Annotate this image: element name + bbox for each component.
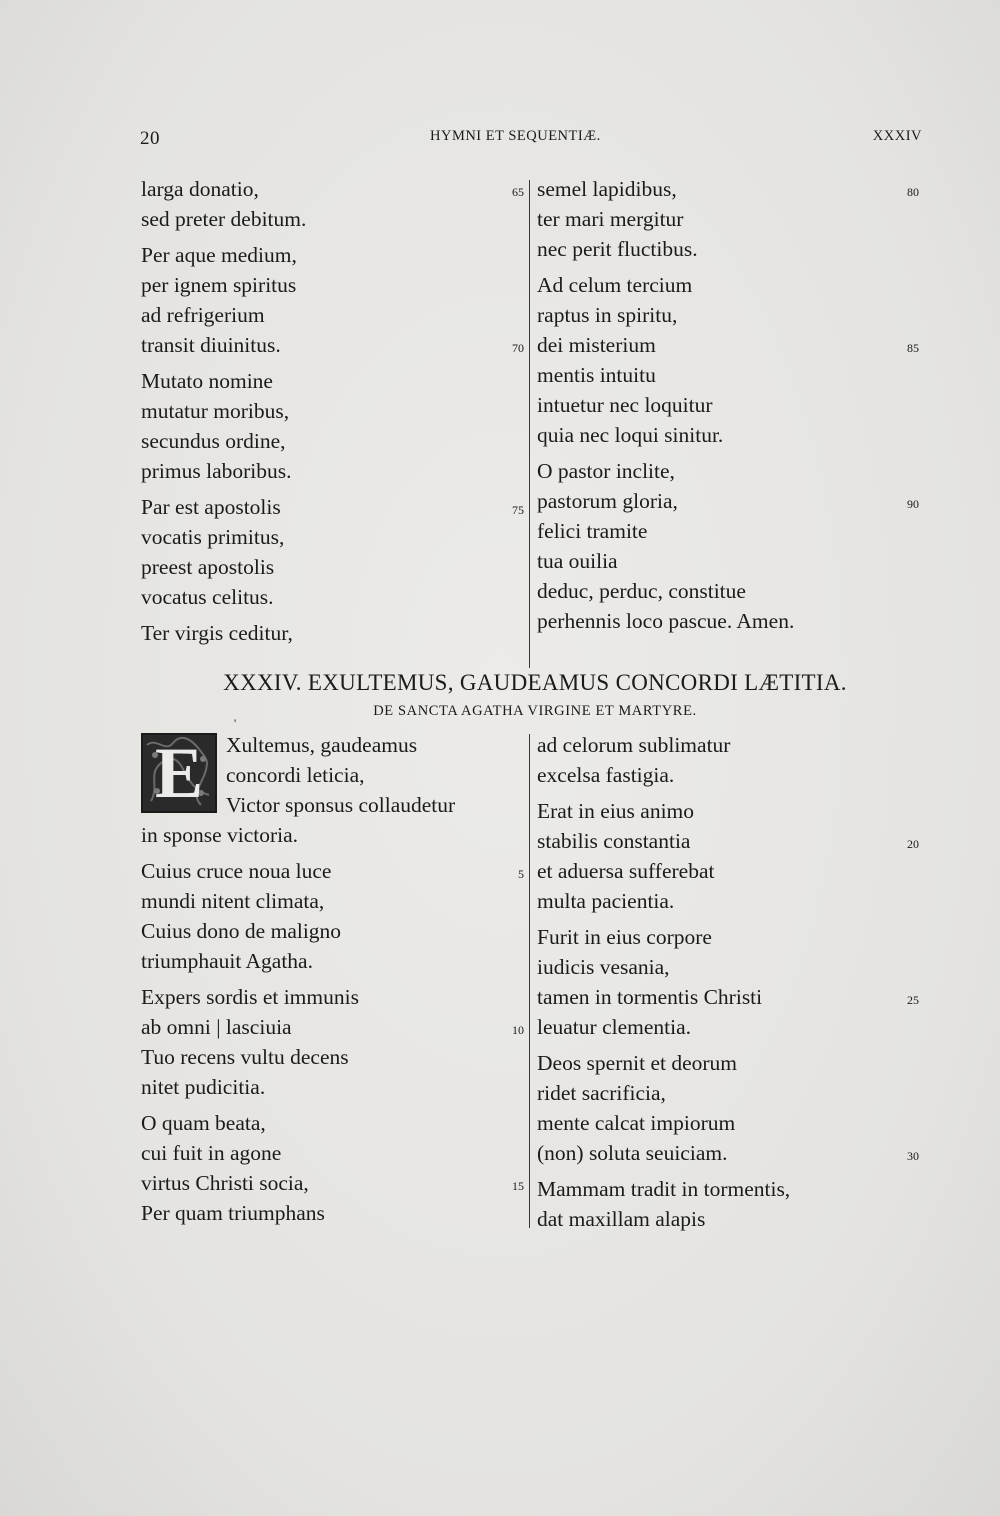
verse-line — [537, 1108, 927, 1138]
verse-line — [537, 1174, 927, 1204]
verse-line — [537, 1138, 927, 1168]
line-number: 65 — [512, 185, 524, 199]
line-number: 70 — [512, 341, 524, 355]
verse-text: ad refrigerium — [141, 303, 265, 327]
bottom-left-column — [141, 730, 526, 1234]
verse-line — [537, 952, 927, 982]
verse-text: leuatur clementia. — [537, 1015, 692, 1039]
verse-text: iudicis vesania, — [537, 955, 670, 979]
stanza — [141, 1108, 526, 1228]
verse-line — [141, 204, 526, 234]
verse-line — [141, 1072, 526, 1102]
column-divider-top — [529, 180, 530, 668]
verse-line — [537, 420, 927, 450]
verse-text: ter mari mergitur — [537, 207, 684, 231]
top-right-column — [537, 174, 927, 642]
verse-line — [537, 1012, 927, 1042]
stanza — [537, 922, 927, 1042]
verse-text: Tuo recens vultu decens — [141, 1045, 349, 1069]
stanza — [141, 618, 526, 648]
verse-text: larga donatio, — [141, 177, 259, 201]
verse-line — [141, 856, 526, 886]
line-number: 85 — [907, 341, 919, 355]
verse-text: virtus Christi socia, — [141, 1171, 309, 1195]
verse-text: intuetur nec loquitur — [537, 393, 713, 417]
verse-line — [141, 492, 526, 522]
verse-line — [537, 982, 927, 1012]
verse-text: per ignem spiritus — [141, 273, 297, 297]
verse-text: mutatur moribus, — [141, 399, 290, 423]
verse-text: Mutato nomine — [141, 369, 273, 393]
verse-text: Per quam triumphans — [141, 1201, 325, 1225]
verse-line — [141, 1012, 526, 1042]
verse-line — [141, 820, 526, 850]
verse-text: transit diuinitus. — [141, 333, 281, 357]
stanza — [537, 1174, 927, 1234]
verse-line — [141, 982, 526, 1012]
verse-line — [537, 1048, 927, 1078]
verse-line — [537, 270, 927, 300]
verse-text: deduc, perduc, constitue — [537, 579, 746, 603]
stanza — [141, 492, 526, 612]
verse-line — [141, 300, 526, 330]
stanza — [141, 730, 526, 850]
verse-text: Cuius cruce noua luce — [141, 859, 332, 883]
verse-line — [537, 204, 927, 234]
verse-line — [537, 826, 927, 856]
verse-text: ab omni | lasciuia — [141, 1015, 292, 1039]
verse-text: mentis intuitu — [537, 363, 656, 387]
verse-line — [537, 546, 927, 576]
stanza — [141, 174, 526, 234]
stanza — [537, 174, 927, 264]
verse-line — [537, 730, 927, 760]
verse-text: vocatis primitus, — [141, 525, 285, 549]
verse-text: nec perit fluctibus. — [537, 237, 698, 261]
verse-text: Mammam tradit in tormentis, — [537, 1177, 791, 1201]
verse-text: tamen in tormentis Christi — [537, 985, 763, 1009]
initial-letter: E — [154, 733, 204, 813]
verse-text: triumphauit Agatha. — [141, 949, 313, 973]
verse-text: et aduersa sufferebat — [537, 859, 715, 883]
verse-text: raptus in spiritu, — [537, 303, 678, 327]
line-number: 10 — [512, 1023, 524, 1037]
verse-text: nitet pudicitia. — [141, 1075, 266, 1099]
verse-line — [141, 174, 526, 204]
verse-line — [141, 946, 526, 976]
hymn-title: XXXIV. EXULTEMUS, GAUDEAMUS CONCORDI LÆTITIA. — [223, 670, 847, 695]
verse-text: tua ouilia — [537, 549, 618, 573]
verse-line — [537, 360, 927, 390]
verse-text: pastorum gloria, — [537, 489, 678, 513]
stanza — [537, 796, 927, 916]
verse-line — [537, 796, 927, 826]
verse-line — [537, 1204, 927, 1234]
verse-line — [141, 1198, 526, 1228]
stanza — [537, 730, 927, 790]
verse-line — [141, 552, 526, 582]
verse-line — [141, 366, 526, 396]
verse-line — [141, 916, 526, 946]
line-number: 30 — [907, 1149, 919, 1163]
verse-line — [141, 456, 526, 486]
verse-text: Xultemus, gaudeamus — [226, 733, 418, 757]
verse-line — [537, 234, 927, 264]
verse-line — [141, 330, 526, 360]
running-title: HYMNI ET SEQUENTIÆ. — [430, 128, 601, 144]
line-number: 5 — [518, 867, 524, 881]
verse-line — [537, 516, 927, 546]
verse-text: stabilis constantia — [537, 829, 691, 853]
line-number: 20 — [907, 837, 919, 851]
verse-line — [537, 922, 927, 952]
verse-text: vocatus celitus. — [141, 585, 274, 609]
verse-text: Expers sordis et immunis — [141, 985, 359, 1009]
verse-text: quia nec loqui sinitur. — [537, 423, 724, 447]
verse-text: primus laboribus. — [141, 459, 292, 483]
verse-text: perhennis loco pascue. Amen. — [537, 609, 795, 633]
verse-line — [141, 1108, 526, 1138]
verse-line — [537, 856, 927, 886]
verse-line — [141, 790, 526, 820]
stanza — [141, 982, 526, 1102]
verse-text: multa pacientia. — [537, 889, 675, 913]
verse-text: Victor sponsus collaudetur — [226, 793, 456, 817]
verse-text: Erat in eius animo — [537, 799, 695, 823]
line-number: 80 — [907, 185, 919, 199]
line-number: 15 — [512, 1179, 524, 1193]
verse-text: Cuius dono de maligno — [141, 919, 342, 943]
verse-text: Per aque medium, — [141, 243, 297, 267]
bottom-right-column — [537, 730, 927, 1240]
verse-text: excelsa fastigia. — [537, 763, 675, 787]
page-number: 20 — [140, 128, 160, 149]
stanza — [141, 240, 526, 360]
verse-line — [537, 760, 927, 790]
verse-line — [537, 886, 927, 916]
verse-line — [141, 522, 526, 552]
verse-line — [537, 390, 927, 420]
stanza — [537, 1048, 927, 1168]
verse-line — [537, 330, 927, 360]
line-number: 90 — [907, 497, 919, 511]
stanza — [141, 856, 526, 976]
stanza — [141, 366, 526, 486]
verse-line — [141, 886, 526, 916]
verse-line — [141, 240, 526, 270]
verse-line — [537, 174, 927, 204]
verse-text: mundi nitent climata, — [141, 889, 325, 913]
verse-text: mente calcat impiorum — [537, 1111, 736, 1135]
verse-text: concordi leticia, — [226, 763, 365, 787]
verse-text: cui fuit in agone — [141, 1141, 282, 1165]
verse-line — [537, 456, 927, 486]
verse-text: ridet sacrificia, — [537, 1081, 666, 1105]
verse-line — [141, 760, 526, 790]
top-left-column — [141, 174, 526, 654]
verse-text: Ad celum tercium — [537, 273, 693, 297]
verse-text: felici tramite — [537, 519, 648, 543]
verse-text: (non) soluta seuiciam. — [537, 1141, 728, 1165]
verse-text: preest apostolis — [141, 555, 275, 579]
verse-text: Par est apostolis — [141, 495, 281, 519]
verse-text: Ter virgis ceditur, — [141, 621, 293, 645]
verse-line — [141, 730, 526, 760]
stanza — [537, 456, 927, 636]
verse-line — [141, 618, 526, 648]
verse-text: in sponse victoria. — [141, 823, 299, 847]
line-number: 25 — [907, 993, 919, 1007]
verse-text: Furit in eius corpore — [537, 925, 712, 949]
verse-line — [141, 426, 526, 456]
stanza — [537, 270, 927, 450]
verse-line — [141, 1168, 526, 1198]
verse-text: dei misterium — [537, 333, 656, 357]
verse-text: O pastor inclite, — [537, 459, 675, 483]
verse-line — [537, 300, 927, 330]
verse-text: semel lapidibus, — [537, 177, 677, 201]
verse-text: Deos spernit et deorum — [537, 1051, 738, 1075]
column-divider-bottom — [529, 734, 530, 1228]
verse-line — [537, 576, 927, 606]
verse-text: ad celorum sublimatur — [537, 733, 731, 757]
verse-line — [537, 486, 927, 516]
verse-line — [141, 582, 526, 612]
verse-line — [537, 606, 927, 636]
verse-line — [141, 1138, 526, 1168]
verse-text: dat maxillam alapis — [537, 1207, 706, 1231]
verse-text: O quam beata, — [141, 1111, 266, 1135]
verse-line — [141, 270, 526, 300]
marginal-mark: ' — [234, 716, 237, 730]
verse-line — [141, 396, 526, 426]
line-number: 75 — [512, 503, 524, 517]
verse-line — [141, 1042, 526, 1072]
section-number: XXXIV — [872, 128, 922, 144]
verse-text: secundus ordine, — [141, 429, 286, 453]
verse-line — [537, 1078, 927, 1108]
running-head — [140, 128, 922, 154]
verse-text: sed preter debitum. — [141, 207, 307, 231]
hymn-subtitle: DE SANCTA AGATHA VIRGINE ET MARTYRE. — [373, 703, 697, 719]
